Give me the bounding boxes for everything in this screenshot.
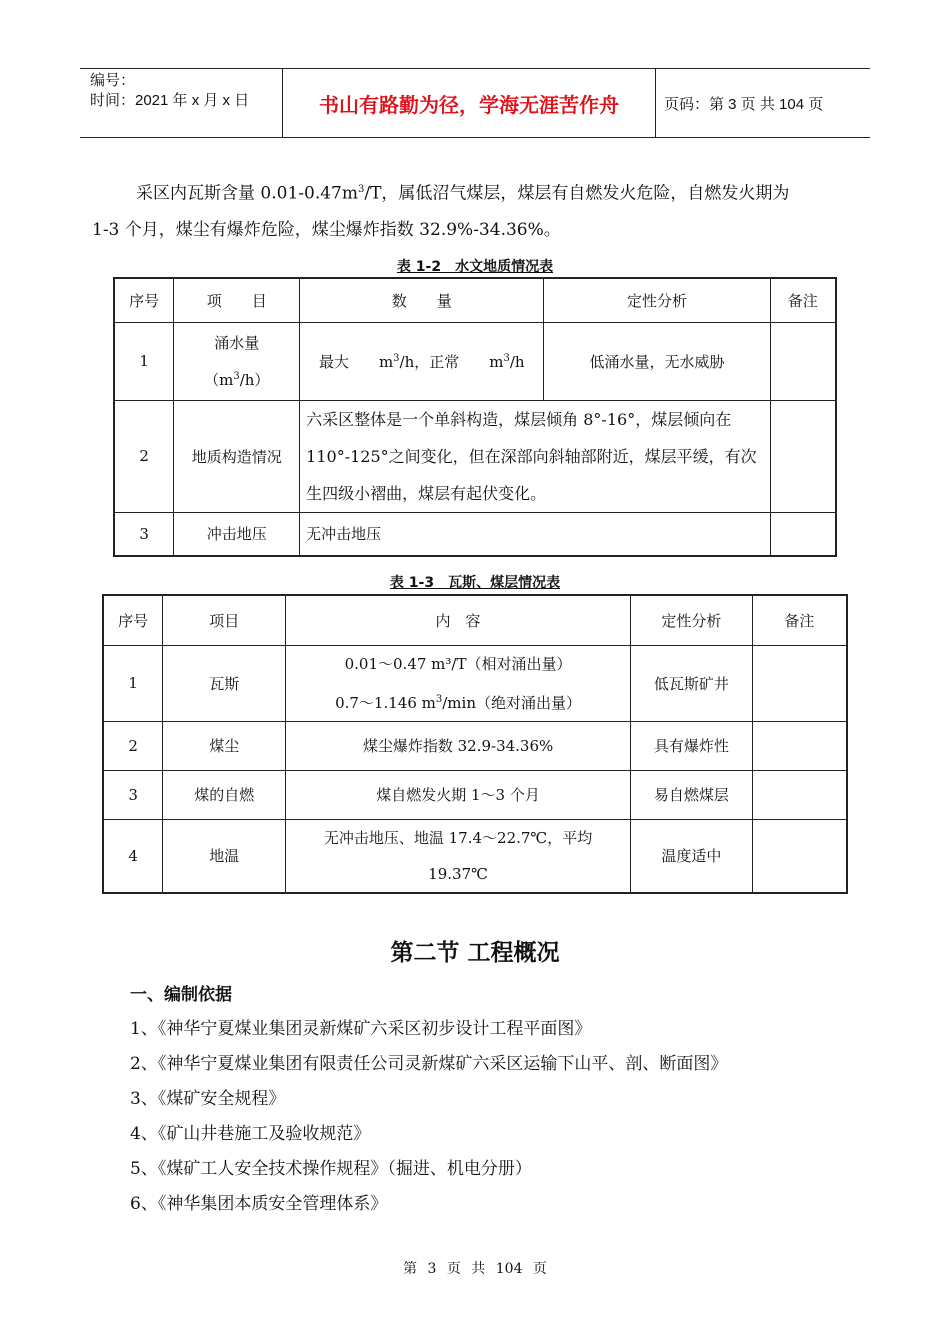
row-note: [752, 721, 847, 770]
header-cell: 项 目: [174, 278, 300, 322]
row-item: 煤的自燃: [163, 770, 286, 819]
list-item: 1、《神华宁夏煤业集团灵新煤矿六采区初步设计工程平面图》: [130, 1019, 592, 1039]
time-label: 时间：2021 年 x 月 x 日: [90, 92, 250, 109]
header-cell: 备注: [770, 278, 836, 322]
header-cell: 定性分析: [544, 278, 770, 322]
row-note: [770, 322, 836, 400]
list-item: 6、《神华集团本质安全管理体系》: [130, 1194, 388, 1214]
content-sup: 3: [435, 693, 443, 705]
row-analysis: 温度适中: [631, 819, 753, 893]
intro-line2: 1-3 个月，煤尘有爆炸危险，煤尘爆炸指数 32.9%-34.36%。: [92, 219, 561, 240]
section-subheading: 一、编制依据: [130, 985, 232, 1005]
row-note: [770, 512, 836, 556]
header-cell: 定性分析: [631, 595, 753, 645]
list-item: 3、《煤矿安全规程》: [130, 1089, 286, 1109]
table-row: [114, 322, 836, 400]
table-row: [114, 400, 836, 512]
table-header-row: [114, 278, 836, 322]
row-item: 瓦斯: [163, 645, 286, 721]
list-item: 2、《神华宁夏煤业集团有限责任公司灵新煤矿六采区运输下山平、剖、断面图》: [130, 1054, 728, 1074]
row-analysis: 低涌水量，无水威胁: [544, 322, 770, 400]
qty-normal: /h，正常 m: [399, 352, 504, 371]
header-cell: 序号: [103, 595, 163, 645]
gas-coal-seam-table: [102, 594, 848, 894]
intro-sup: 3: [357, 184, 365, 195]
row-item: 地质构造情况: [174, 400, 300, 512]
row-analysis: 具有爆炸性: [631, 721, 753, 770]
intro-paragraph: [92, 172, 862, 248]
row-item: 冲击地压: [174, 512, 300, 556]
content-line1: 无冲击地压、地温 17.4～22.7℃，平均: [323, 828, 593, 847]
item-unit-pre: （m: [204, 370, 234, 389]
row-note: [752, 819, 847, 893]
number-label: 编号：: [90, 72, 136, 89]
list-item: 4、《矿山井巷施工及验收规范》: [130, 1124, 371, 1144]
table-header-row: [103, 595, 847, 645]
header-cell: 序号: [114, 278, 174, 322]
content-post: /min（绝对涌出量）: [442, 693, 581, 712]
row-number: 2: [103, 721, 163, 770]
row-number: 1: [114, 322, 174, 400]
row-item: [174, 322, 300, 400]
row-number: 3: [103, 770, 163, 819]
row-content: 煤自燃发火期 1～3 个月: [286, 770, 631, 819]
row-analysis: 低瓦斯矿井: [631, 645, 753, 721]
row-content: [286, 819, 631, 893]
list-item: 5、《煤矿工人安全技术操作规程》（掘进、机电分册）: [130, 1159, 532, 1179]
table3-caption-text: 表 1-3 瓦斯、煤层情况表: [389, 575, 561, 591]
row-content: 煤尘爆炸指数 32.9-34.36%: [286, 721, 631, 770]
row-item: 地温: [163, 819, 286, 893]
table3-caption: [0, 572, 950, 592]
table-row: [103, 770, 847, 819]
content-line1: 0.01～0.47 m³/T（相对涌出量）: [344, 654, 572, 673]
row-note: [770, 400, 836, 512]
row-number: 2: [114, 400, 174, 512]
content-line2: [292, 682, 624, 721]
header-motto: 书山有路勤为径，学海无涯苦作舟: [282, 69, 656, 137]
section-title: 第二节 工程概况: [390, 940, 560, 966]
page-footer: 第 3 页 共 104 页: [403, 1261, 547, 1277]
header-cell: 内 容: [286, 595, 631, 645]
row-analysis: 易自燃煤层: [631, 770, 753, 819]
item-line1: 涌水量: [214, 333, 260, 352]
row-content: 六采区整体是一个单斜构造，煤层倾角 8°-16°，煤层倾向在 110°-125°之间变化，但在深部向斜轴部附近，煤层平缓，有次生四级小褶曲，煤层有起伏变化。: [300, 400, 770, 512]
row-number: 3: [114, 512, 174, 556]
intro-line1-prefix: 采区内瓦斯含量 0.01-0.47m: [136, 183, 358, 204]
item-unit-sup: 3: [233, 370, 240, 382]
table2-caption: [0, 256, 950, 276]
reference-list: [130, 1012, 727, 1222]
row-note: [752, 645, 847, 721]
intro-line1-suffix: /T，属低沼气煤层，煤层有自燃发火危险，自燃发火期为: [364, 183, 790, 204]
header-cell: 数 量: [300, 278, 544, 322]
table-row: [103, 819, 847, 893]
item-unit-post: /h）: [239, 370, 270, 389]
table-row: [114, 512, 836, 556]
page-header: [80, 68, 870, 138]
hydrogeology-table: [113, 277, 837, 557]
row-content: 无冲击地压: [300, 512, 770, 556]
item-line2: [180, 360, 293, 397]
row-note: [752, 770, 847, 819]
row-quantity: [300, 322, 544, 400]
row-item: 煤尘: [163, 721, 286, 770]
header-page-info: 页码：第 3 页 共 104 页: [664, 95, 824, 113]
table-row: [103, 645, 847, 721]
header-cell: 备注: [752, 595, 847, 645]
qty-max: 最大 m: [318, 352, 394, 371]
header-cell: 项目: [163, 595, 286, 645]
qty-unit: /h: [509, 352, 525, 371]
table2-caption-text: 表 1-2 水文地质情况表: [396, 259, 554, 275]
row-number: 1: [103, 645, 163, 721]
qty-sup: 3: [393, 352, 400, 364]
row-content: [286, 645, 631, 721]
qty-sup: 3: [503, 352, 510, 364]
content-pre: 0.7～1.146 m: [335, 693, 436, 712]
content-line2: 19.37℃: [428, 864, 488, 883]
table-row: [103, 721, 847, 770]
row-number: 4: [103, 819, 163, 893]
header-meta: [80, 69, 282, 137]
